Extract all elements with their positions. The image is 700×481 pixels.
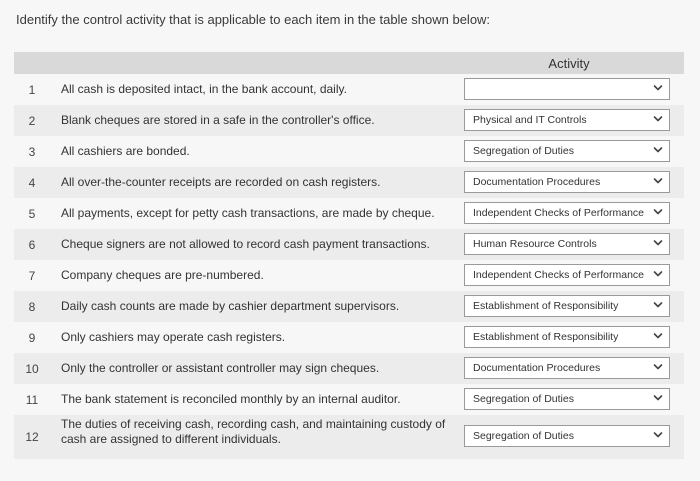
chevron-down-icon	[653, 113, 663, 125]
row-item-text: Only cashiers may operate cash registers.	[61, 330, 286, 344]
row-number: 12	[25, 430, 39, 444]
table-row	[14, 167, 684, 198]
activity-dropdown-value: Segregation of Duties	[473, 430, 574, 442]
chevron-down-icon	[653, 268, 663, 280]
activity-dropdown[interactable]	[464, 295, 670, 317]
activity-dropdown[interactable]	[464, 78, 670, 100]
activity-dropdown-value: Establishment of Responsibility	[473, 300, 619, 312]
table-row	[14, 136, 684, 167]
activity-dropdown[interactable]	[464, 202, 670, 224]
activity-dropdown[interactable]	[464, 264, 670, 286]
activity-column-header: Activity	[548, 56, 590, 71]
activity-dropdown[interactable]	[464, 140, 670, 162]
row-item-text: All payments, except for petty cash transactions, are made by cheque.	[61, 206, 435, 220]
table-row	[14, 105, 684, 136]
row-number: 8	[28, 300, 36, 314]
activity-dropdown-value: Segregation of Duties	[473, 393, 574, 405]
activity-dropdown[interactable]	[464, 326, 670, 348]
table-row	[14, 322, 684, 353]
table-row	[14, 74, 684, 105]
row-number: 7	[28, 269, 36, 283]
chevron-down-icon	[653, 392, 663, 404]
row-item-text: All over-the-counter receipts are recorded on cash registers.	[61, 175, 381, 189]
control-activity-table	[14, 52, 684, 462]
activity-dropdown[interactable]	[464, 233, 670, 255]
chevron-down-icon	[653, 361, 663, 373]
activity-dropdown-value: Establishment of Responsibility	[473, 331, 619, 343]
row-item-text: Cheque signers are not allowed to record cash payment transactions.	[61, 237, 430, 251]
row-item-text: All cash is deposited intact, in the bank account, daily.	[61, 82, 347, 96]
table-row	[14, 384, 684, 415]
row-number: 6	[28, 238, 36, 252]
row-item-text: All cashiers are bonded.	[61, 144, 190, 158]
activity-dropdown-value: Human Resource Controls	[473, 238, 597, 250]
chevron-down-icon	[653, 175, 663, 187]
chevron-down-icon	[653, 237, 663, 249]
chevron-down-icon	[653, 82, 663, 94]
table-header	[14, 52, 684, 74]
row-number: 10	[25, 362, 39, 376]
activity-dropdown-value: Independent Checks of Performance	[473, 269, 645, 281]
row-item-text: Daily cash counts are made by cashier department supervisors.	[61, 299, 400, 313]
table-row	[14, 291, 684, 322]
row-number: 4	[28, 176, 36, 190]
activity-dropdown-value: Segregation of Duties	[473, 145, 574, 157]
chevron-down-icon	[653, 144, 663, 156]
row-number: 5	[28, 207, 36, 221]
chevron-down-icon	[653, 299, 663, 311]
table-row	[14, 260, 684, 291]
row-number: 3	[28, 145, 36, 159]
row-item-text: Blank cheques are stored in a safe in the controller's office.	[61, 113, 375, 127]
question-text: Identify the control activity that is applicable to each item in the table shown below:	[16, 12, 491, 27]
row-item-text: The bank statement is reconciled monthly by an internal auditor.	[61, 392, 401, 406]
row-item-text: Only the controller or assistant controller may sign cheques.	[61, 361, 380, 375]
activity-dropdown[interactable]	[464, 357, 670, 379]
activity-dropdown-value: Physical and IT Controls	[473, 114, 587, 126]
chevron-down-icon	[653, 330, 663, 342]
activity-dropdown-value: Documentation Procedures	[473, 362, 601, 374]
row-number: 11	[25, 393, 39, 407]
activity-dropdown-value: Documentation Procedures	[473, 176, 601, 188]
table-row	[14, 415, 684, 459]
table-row	[14, 198, 684, 229]
activity-dropdown[interactable]	[464, 171, 670, 193]
chevron-down-icon	[653, 429, 663, 441]
activity-dropdown[interactable]	[464, 425, 670, 447]
row-number: 1	[28, 83, 36, 97]
chevron-down-icon	[653, 206, 663, 218]
row-number: 2	[28, 114, 36, 128]
table-row	[14, 229, 684, 260]
activity-dropdown-value: Independent Checks of Performance	[473, 207, 645, 219]
activity-dropdown[interactable]	[464, 109, 670, 131]
row-item-text: The duties of receiving cash, recording cash, and maintaining custody of cash are assigned to different individuals.	[61, 417, 446, 446]
row-item-text: Company cheques are pre-numbered.	[61, 268, 264, 282]
table-row	[14, 353, 684, 384]
activity-dropdown[interactable]	[464, 388, 670, 410]
row-number: 9	[28, 331, 36, 345]
